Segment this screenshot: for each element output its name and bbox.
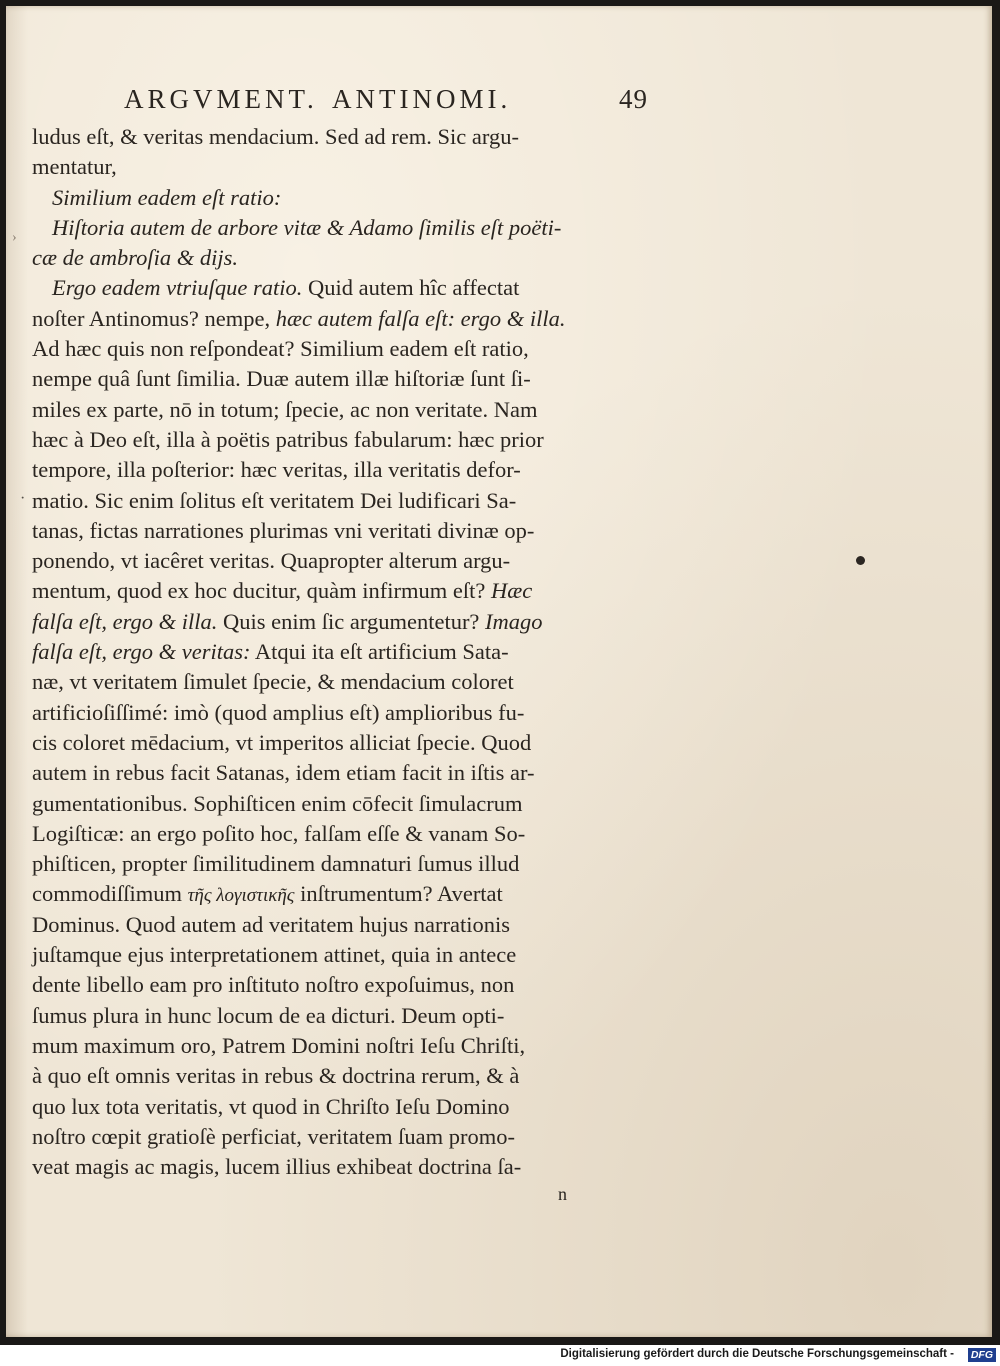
- digitization-credit-bar: [0, 1345, 1000, 1366]
- text-line: [32, 273, 652, 303]
- text-segment: tempore, illa poſterior: hæc veritas, illa veritatis defor-: [32, 457, 521, 483]
- text-line: [32, 910, 652, 940]
- text-segment: ponendo, vt iacêret veritas. Quapropter alterum argu-: [32, 548, 511, 574]
- text-line: [32, 486, 652, 516]
- text-segment: gumentationibus. Sophiſticen enim cōfecit ſimulacrum: [32, 790, 523, 816]
- text-line: [32, 152, 652, 182]
- text-segment: juſtamque ejus interpretationem attinet, quia in antece: [32, 942, 517, 968]
- text-segment: matio. Sic enim ſolitus eſt veritatem Dei ludificari Sa-: [32, 487, 517, 513]
- text-segment: ludus eſt, & veritas mendacium. Sed ad rem. Sic argu-: [32, 124, 519, 149]
- text-line: [32, 395, 652, 425]
- text-line: [32, 879, 652, 909]
- text-line: [32, 425, 652, 455]
- text-line: [32, 1092, 652, 1122]
- text-line: [32, 183, 652, 213]
- text-segment: phiſticen, propter ſimilitudinem damnaturi ſumus illud: [32, 851, 520, 877]
- text-segment: noſtro cœpit gratioſè perficiat, veritatem ſuam promo-: [32, 1123, 515, 1149]
- text-line: [32, 1152, 652, 1182]
- text-line: [32, 334, 652, 364]
- text-line: [32, 698, 652, 728]
- text-segment: Atqui ita eſt artificium Sata-: [250, 639, 509, 665]
- italic-segment: hæc autem falſa eſt: ergo & illa.: [275, 305, 566, 331]
- text-segment: autem in rebus facit Satanas, idem etiam facit in iſtis ar-: [32, 760, 535, 786]
- page-number: 49: [619, 84, 648, 114]
- text-line: [32, 243, 652, 273]
- catchword: n: [558, 1184, 567, 1204]
- text-segment: Quid autem hîc affectat: [302, 275, 520, 301]
- text-line: [32, 546, 652, 576]
- text-segment: dente libello eam pro inſtituto noſtro expoſuimus, non: [32, 972, 515, 998]
- text-line: [32, 364, 652, 394]
- text-line: [32, 304, 652, 334]
- text-line: [32, 576, 652, 606]
- text-line: [32, 455, 652, 485]
- text-line: [32, 122, 652, 152]
- text-segment: à quo eſt omnis veritas in rebus & doctrina rerum, & à: [32, 1063, 520, 1089]
- text-segment: mentum, quod ex hoc ducitur, quàm infirmum eſt?: [32, 578, 491, 604]
- text-line: [32, 1031, 652, 1061]
- margin-mark: ·: [20, 490, 26, 507]
- text-line: [32, 1001, 652, 1031]
- italic-segment: Ergo eadem vtriuſque ratio.: [52, 275, 303, 301]
- text-segment: veat magis ac magis, lucem illius exhibeat doctrina ſa-: [32, 1154, 522, 1180]
- dfg-logo: DFG: [968, 1348, 996, 1362]
- text-line: [32, 516, 652, 546]
- stain-dot: [856, 556, 865, 565]
- text-line: [32, 758, 652, 788]
- text-segment: næ, vt veritatem ſimulet ſpecie, & mendacium coloret: [32, 669, 514, 695]
- italic-segment: falſa eſt, ergo & illa.: [32, 608, 218, 634]
- book-page: [6, 6, 992, 1337]
- text-segment: cis coloret mēdacium, vt imperitos alliciat ſpecie. Quod: [32, 729, 532, 755]
- text-segment: ſumus plura in hunc locum de ea dicturi. Deum opti-: [32, 1002, 505, 1028]
- italic-segment: τῆς λογιστικῆς: [187, 885, 295, 907]
- text-segment: commodiſſimum: [32, 881, 188, 907]
- text-line: [32, 970, 652, 1000]
- italic-segment: Imago: [485, 608, 543, 634]
- italic-segment: Similium eadem eſt ratio:: [52, 184, 282, 210]
- text-segment: hæc à Deo eſt, illa à poëtis patribus fabularum: hæc prior: [32, 426, 544, 452]
- text-segment: Ad hæc quis non reſpondeat? Similium eadem eſt ratio,: [32, 336, 529, 362]
- text-line: [32, 607, 652, 637]
- text-line: [32, 789, 652, 819]
- credit-text: Digitalisierung gefördert durch die Deutsche Forschungsgemeinschaft -: [560, 1348, 954, 1360]
- text-segment: Logiſticæ: an ergo poſito hoc, falſam eſſe & vanam So-: [32, 820, 526, 846]
- text-segment: noſter Antinomus? nempe,: [32, 305, 276, 331]
- text-line: [32, 1122, 652, 1152]
- text-segment: inſtrumentum? Avertat: [294, 881, 503, 907]
- text-segment: mum maximum oro, Patrem Domini noſtri Ieſu Chriſti,: [32, 1032, 526, 1058]
- text-line: [32, 637, 652, 667]
- italic-segment: cæ de ambroſia & dijs.: [32, 245, 239, 271]
- text-line: [32, 849, 652, 879]
- italic-segment: Hiſtoria autem de arbore vitæ & Adamo ſimilis eſt poëti-: [52, 214, 562, 240]
- text-segment: mentatur,: [32, 154, 117, 180]
- text-line: [32, 819, 652, 849]
- text-segment: nempe quâ ſunt ſimilia. Duæ autem illæ hiſtoriæ ſunt ſi-: [32, 366, 531, 392]
- running-head-left: ARGVMENT.: [124, 84, 318, 114]
- text-line: [32, 728, 652, 758]
- text-line: [32, 667, 652, 697]
- text-segment: miles ex parte, nō in totum; ſpecie, ac non veritate. Nam: [32, 396, 538, 422]
- text-line: [32, 940, 652, 970]
- body-text: [32, 122, 652, 1182]
- text-segment: artificioſiſſimé: imò (quod amplius eſt) amplioribus fu-: [32, 699, 525, 725]
- italic-segment: falſa eſt, ergo & veritas:: [32, 639, 251, 665]
- text-line: [32, 1061, 652, 1091]
- running-head-title: ANTINOMI.: [332, 84, 512, 114]
- text-line: [32, 213, 652, 243]
- text-segment: quo lux tota veritatis, vt quod in Chriſto Ieſu Domino: [32, 1093, 510, 1119]
- italic-segment: Hæc: [491, 578, 533, 604]
- text-segment: Quis enim ſic argumentetur?: [217, 608, 486, 634]
- text-segment: tanas, fictas narrationes plurimas vni veritati divinæ op-: [32, 517, 535, 543]
- margin-tick: ›: [12, 230, 17, 245]
- running-head: [124, 84, 654, 124]
- text-segment: Dominus. Quod autem ad veritatem hujus narrationis: [32, 911, 511, 937]
